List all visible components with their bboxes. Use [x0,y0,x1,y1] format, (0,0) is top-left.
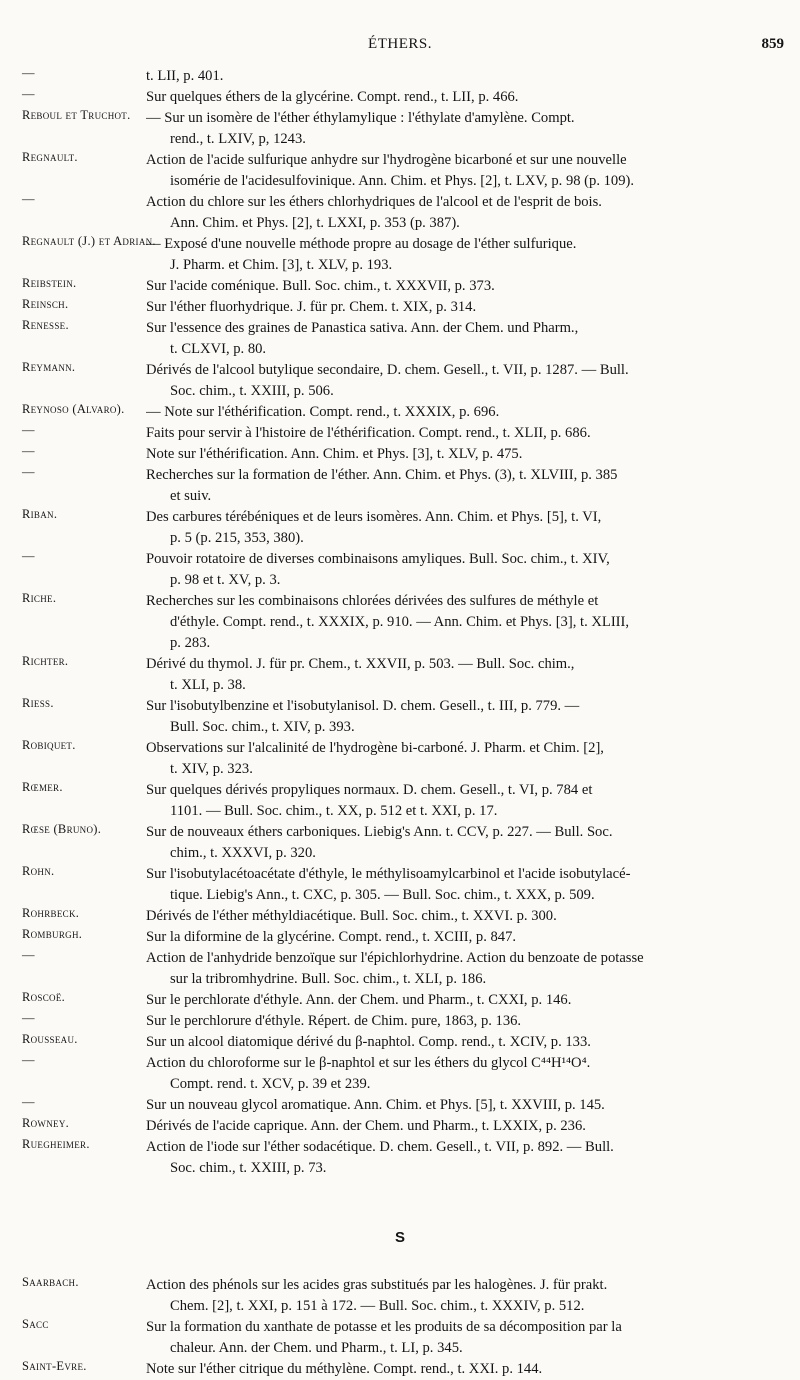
entry-line: Action de l'anhydride benzoïque sur l'épichlorhydrine. Action du benzoate de potasse [146,950,644,966]
entry-author: — [22,1053,35,1067]
bibliography-entry [0,1095,800,1116]
entry-line: Sur quelques dérivés propyliques normaux. D. chem. Gesell., t. VI, p. 784 et [146,782,593,798]
entry-line: Soc. chim., t. XXIII, p. 73. [170,1160,327,1176]
entry-author: Riess. [22,696,54,710]
entry-author: Regnault. [22,150,78,164]
bibliography-entry [0,990,800,1011]
running-header [0,36,800,56]
bibliography-entry [0,465,800,507]
entry-text [146,948,778,990]
entry-line: Sur le perchlorure d'éthyle. Répert. de Chim. pure, 1863, p. 136. [146,1013,522,1029]
entry-author: — [22,1095,35,1109]
entry-line: p. 98 et t. XV, p. 3. [170,572,281,588]
entry-text [146,1095,778,1116]
entry-line: Soc. chim., t. XXIII, p. 506. [170,383,334,399]
bibliography-entry [0,780,800,822]
entry-line: Action des phénols sur les acides gras substitués par les halogènes. J. für prakt. [146,1277,608,1293]
entry-line: p. 5 (p. 215, 353, 380). [170,530,304,546]
bibliography-entry [0,66,800,87]
entry-text [146,696,778,738]
entry-author: — [22,192,35,206]
entry-author: Reibstein. [22,276,77,290]
page-number: 859 [761,36,784,52]
bibliography-entry [0,444,800,465]
bibliography-entry [0,738,800,780]
entry-author: Rousseau. [22,1032,78,1046]
entry-text [146,423,778,444]
entry-line: Recherches sur les combinaisons chlorées dérivées des sulfures de méthyle et [146,593,599,609]
entry-line: Sur l'éther fluorhydrique. J. für pr. Chem. t. XIX, p. 314. [146,299,477,315]
entry-author: Reinsch. [22,297,69,311]
entry-line: Sur la diformine de la glycérine. Compt. rend., t. XCIII, p. 847. [146,929,517,945]
entry-text [146,738,778,780]
entry-author: Regnault (J.) et Adrian. [22,234,156,248]
entry-text [146,444,778,465]
entry-text [146,234,778,276]
bibliography-entry [0,108,800,150]
entry-author: Robiquet. [22,738,76,752]
entry-author: — [22,549,35,563]
entry-line: Action de l'iode sur l'éther sodacétique. D. chem. Gesell., t. VII, p. 892. — Bull. [146,1139,614,1155]
entry-text [146,927,778,948]
bibliography-entry [0,948,800,990]
bibliography-entry [0,1275,800,1317]
entry-author: — [22,1011,35,1025]
entry-text [146,1116,778,1137]
entry-line: d'éthyle. Compt. rend., t. XXXIX, p. 910. — Ann. Chim. et Phys. [3], t. XLIII, [170,614,630,630]
entry-author: Rowney. [22,1116,70,1130]
entry-text [146,822,778,864]
entry-line: — Exposé d'une nouvelle méthode propre au dosage de l'éther sulfurique. [146,236,577,252]
entry-text [146,507,778,549]
entry-author: Rohn. [22,864,55,878]
entry-line: Sur un alcool diatomique dérivé du β-naphtol. Comp. rend., t. XCIV, p. 133. [146,1034,591,1050]
entry-author: — [22,423,35,437]
entry-text [146,150,778,192]
entry-text [146,66,778,87]
entry-line: Dérivés de l'éther méthyldiacétique. Bull. Soc. chim., t. XXVI. p. 300. [146,908,557,924]
bibliography-entry [0,696,800,738]
bibliography-list [0,66,800,1380]
entry-line: Sur quelques éthers de la glycérine. Compt. rend., t. LII, p. 466. [146,89,519,105]
entry-text [146,1317,778,1359]
entry-author: Riche. [22,591,57,605]
entry-author: — [22,66,35,80]
bibliography-entry [0,87,800,108]
bibliography-entry [0,360,800,402]
bibliography-entry [0,549,800,591]
entry-author: — [22,465,35,479]
entry-text [146,402,778,423]
entry-text [146,864,778,906]
entry-author: Riban. [22,507,58,521]
entries-section-s [0,1275,800,1380]
bibliography-entry [0,864,800,906]
bibliography-entry [0,1011,800,1032]
entry-line: Des carbures térébéniques et de leurs isomères. Ann. Chim. et Phys. [5], t. VI, [146,509,602,525]
entry-line: Dérivé du thymol. J. für pr. Chem., t. XXVII, p. 503. — Bull. Soc. chim., [146,656,575,672]
entry-line: t. LII, p. 401. [146,68,224,84]
entry-text [146,780,778,822]
entry-line: Sur l'essence des graines de Panastica sativa. Ann. der Chem. und Pharm., [146,320,579,336]
bibliography-entry [0,906,800,927]
entry-text [146,318,778,360]
entry-text [146,591,778,654]
entry-line: Compt. rend. t. XCV, p. 39 et 239. [170,1076,371,1092]
entries-section-r [0,66,800,1179]
entry-author: Romburgh. [22,927,83,941]
bibliography-entry [0,927,800,948]
bibliography-entry [0,297,800,318]
entry-line: Note sur l'éther citrique du méthylène. Compt. rend., t. XXI. p. 144. [146,1361,543,1377]
entry-line: Sur l'isobutylbenzine et l'isobutylanisol. D. chem. Gesell., t. III, p. 779. — [146,698,580,714]
bibliography-entry [0,591,800,654]
bibliography-entry [0,654,800,696]
entry-text [146,297,778,318]
entry-line: Sur l'acide coménique. Bull. Soc. chim., t. XXXVII, p. 373. [146,278,495,294]
entry-text [146,1011,778,1032]
entry-line: Action du chlore sur les éthers chlorhydriques de l'alcool et de l'esprit de bois. [146,194,602,210]
entry-line: Action du chloroforme sur le β-naphtol et sur les éthers du glycol C⁴⁴H¹⁴O⁴. [146,1055,591,1071]
bibliography-entry [0,822,800,864]
bibliography-entry [0,1053,800,1095]
entry-line: Sur un nouveau glycol aromatique. Ann. Chim. et Phys. [5], t. XXVIII, p. 145. [146,1097,605,1113]
entry-line: tique. Liebig's Ann., t. CXC, p. 305. — Bull. Soc. chim., t. XXX, p. 509. [170,887,595,903]
entry-text [146,1275,778,1317]
entry-author: Roscoë. [22,990,66,1004]
entry-text [146,108,778,150]
entry-text [146,276,778,297]
entry-line: Observations sur l'alcalinité de l'hydrogène bi-carboné. J. Pharm. et Chim. [2], [146,740,604,756]
entry-line: t. XLI, p. 38. [170,677,246,693]
bibliography-entry [0,507,800,549]
entry-text [146,1359,778,1380]
entry-text [146,87,778,108]
entry-text [146,654,778,696]
entry-text [146,1032,778,1053]
bibliography-entry [0,192,800,234]
bibliography-entry [0,234,800,276]
entry-line: Pouvoir rotatoire de diverses combinaisons amyliques. Bull. Soc. chim., t. XIV, [146,551,610,567]
running-title: ÉTHERS. [368,36,432,52]
bibliography-entry [0,1317,800,1359]
entry-line: Bull. Soc. chim., t. XIV, p. 393. [170,719,355,735]
entry-author: Rohrbeck. [22,906,80,920]
entry-line: Sur de nouveaux éthers carboniques. Liebig's Ann. t. CCV, p. 227. — Bull. Soc. [146,824,613,840]
entry-line: J. Pharm. et Chim. [3], t. XLV, p. 193. [170,257,393,273]
entry-author: Reymann. [22,360,76,374]
entry-line: 1101. — Bull. Soc. chim., t. XX, p. 512 et t. XXI, p. 17. [170,803,498,819]
entry-line: Faits pour servir à l'histoire de l'éthérification. Compt. rend., t. XLII, p. 686. [146,425,591,441]
entry-author: Reboul et Truchot. [22,108,131,122]
bibliography-entry [0,402,800,423]
entry-text [146,1137,778,1179]
entry-author: Renesse. [22,318,69,332]
entry-line: et suiv. [170,488,212,504]
entry-line: Sur la formation du xanthate de potasse et les produits de sa décomposition par la [146,1319,622,1335]
entry-text [146,906,778,927]
entry-line: Note sur l'éthérification. Ann. Chim. et Phys. [3], t. XLV, p. 475. [146,446,523,462]
entry-author: Saint-Evre. [22,1359,87,1373]
entry-author: Ruegheimer. [22,1137,90,1151]
entry-line: Dérivés de l'acide caprique. Ann. der Chem. und Pharm., t. LXXIX, p. 236. [146,1118,586,1134]
entry-line: chaleur. Ann. der Chem. und Pharm., t. LI, p. 345. [170,1340,463,1356]
entry-author: Richter. [22,654,69,668]
entry-line: Ann. Chim. et Phys. [2], t. LXXI, p. 353 (p. 387). [170,215,460,231]
entry-author: Rœmer. [22,780,63,794]
entry-text [146,192,778,234]
entry-author: Rœse (Bruno). [22,822,102,836]
entry-line: isomérie de l'acidesulfovinique. Ann. Chim. et Phys. [2], t. LXV, p. 98 (p. 109). [170,173,635,189]
entry-author: — [22,87,35,101]
entry-author: — [22,948,35,962]
entry-line: — Note sur l'éthérification. Compt. rend., t. XXXIX, p. 696. [146,404,500,420]
entry-line: — Sur un isomère de l'éther éthylamylique : l'éthylate d'amylène. Compt. [146,110,575,126]
entry-line: Dérivés de l'alcool butylique secondaire, D. chem. Gesell., t. VII, p. 1287. — Bull. [146,362,629,378]
entry-line: rend., t. LXIV, p, 1243. [170,131,306,147]
entry-line: chim., t. XXXVI, p. 320. [170,845,316,861]
entry-line: t. CLXVI, p. 80. [170,341,267,357]
entry-text [146,990,778,1011]
entry-text [146,1053,778,1095]
bibliography-entry [0,1032,800,1053]
bibliography-entry [0,1137,800,1179]
entry-author: — [22,444,35,458]
bibliography-entry [0,1116,800,1137]
entry-line: Recherches sur la formation de l'éther. Ann. Chim. et Phys. (3), t. XLVIII, p. 385 [146,467,618,483]
entry-author: Reynoso (Alvaro). [22,402,125,416]
bibliography-entry [0,276,800,297]
entry-line: Chem. [2], t. XXI, p. 151 à 172. — Bull. Soc. chim., t. XXXIV, p. 512. [170,1298,585,1314]
entry-author: Saarbach. [22,1275,79,1289]
entry-line: Sur l'isobutylacétoacétate d'éthyle, le méthylisoamylcarbinol et l'acide isobutylacé- [146,866,631,882]
entry-line: sur la tribromhydrine. Bull. Soc. chim., t. XLI, p. 186. [170,971,487,987]
entry-text [146,549,778,591]
entry-line: Action de l'acide sulfurique anhydre sur l'hydrogène bicarboné et sur une nouvelle [146,152,627,168]
entry-text [146,360,778,402]
bibliography-entry [0,318,800,360]
section-letter: S [394,1229,405,1246]
bibliography-entry [0,150,800,192]
entry-line: t. XIV, p. 323. [170,761,253,777]
entry-text [146,465,778,507]
bibliography-entry [0,423,800,444]
entry-author: Sacc [22,1317,49,1331]
bibliography-entry [0,1359,800,1380]
entry-line: p. 283. [170,635,211,651]
entry-line: Sur le perchlorate d'éthyle. Ann. der Chem. und Pharm., t. CXXI, p. 146. [146,992,572,1008]
